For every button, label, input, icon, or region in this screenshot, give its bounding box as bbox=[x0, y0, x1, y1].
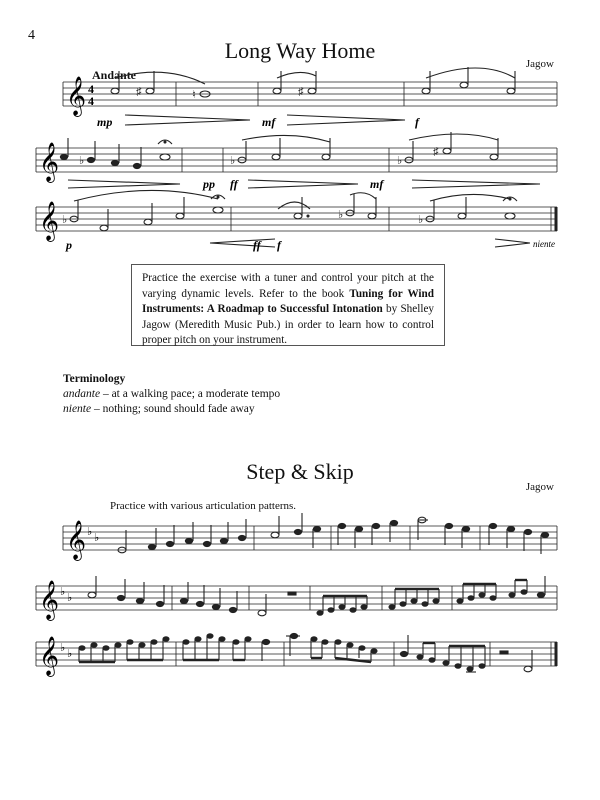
svg-text:♭: ♭ bbox=[230, 155, 236, 167]
svg-text:♯: ♯ bbox=[136, 86, 142, 98]
treble-clef-icon: 𝄞 bbox=[66, 520, 87, 560]
staff-line-3 bbox=[0, 201, 600, 255]
composer-name: Jagow bbox=[525, 481, 554, 493]
dynamic-mf: mf bbox=[262, 115, 276, 129]
whole-rest-icon bbox=[288, 592, 296, 595]
treble-clef-icon: 𝄞 bbox=[39, 201, 60, 241]
time-signature-top: 4 bbox=[88, 82, 94, 96]
dynamic-ff: ff bbox=[230, 177, 238, 191]
dynamic-f: f bbox=[415, 115, 419, 129]
flat-icon: ♭ bbox=[67, 648, 73, 660]
terminology-entry bbox=[63, 387, 280, 402]
tempo-marking: Andante bbox=[92, 68, 137, 82]
svg-text:♮: ♮ bbox=[192, 89, 196, 101]
staff-line-2 bbox=[0, 142, 600, 196]
treble-clef-icon: 𝄞 bbox=[39, 636, 60, 676]
dynamic-pp: pp bbox=[203, 177, 215, 191]
eighth-note-runs bbox=[317, 576, 545, 615]
term-definition: – nothing; sound should fade away bbox=[91, 403, 255, 415]
flat-icon: ♭ bbox=[94, 532, 100, 544]
book-title: Tuning for Wind Instruments: A Roadmap to Successful Intonation bbox=[142, 287, 434, 315]
flat-icon: ♭ bbox=[87, 526, 93, 538]
dynamic-f: f bbox=[277, 238, 281, 252]
term: niente bbox=[63, 403, 92, 415]
staff-line-4 bbox=[0, 520, 600, 564]
page-number: 4 bbox=[28, 28, 35, 43]
terminology-entry bbox=[63, 402, 280, 417]
terminology-section bbox=[63, 372, 280, 417]
svg-text:♭: ♭ bbox=[62, 214, 68, 226]
svg-text:♭: ♭ bbox=[418, 214, 424, 226]
dynamic-mf: mf bbox=[370, 177, 384, 191]
flat-icon: ♭ bbox=[60, 642, 66, 654]
practice-instruction: Practice with various articulation patterns. bbox=[110, 500, 297, 512]
composer-name: Jagow bbox=[525, 58, 554, 70]
flat-icon: ♭ bbox=[60, 586, 66, 598]
piece-title-long-way-home: Long Way Home bbox=[224, 38, 376, 63]
staff-line-5 bbox=[0, 580, 600, 624]
piece-title-step-and-skip: Step & Skip bbox=[246, 459, 354, 484]
svg-text:♯: ♯ bbox=[298, 86, 304, 98]
notes-measures bbox=[111, 67, 515, 125]
staff-line-1 bbox=[0, 76, 600, 140]
dynamic-p: p bbox=[66, 238, 72, 252]
term-definition: – at a walking pace; a moderate tempo bbox=[100, 388, 281, 400]
staff-line-6 bbox=[0, 636, 600, 680]
svg-text:♭: ♭ bbox=[79, 155, 85, 167]
time-signature-bottom: 4 bbox=[88, 94, 94, 108]
treble-clef-icon: 𝄞 bbox=[39, 580, 60, 620]
info-text-before: Practice the exercise with a tuner and control your pitch at the varying dynamic levels. Refer to the book bbox=[142, 272, 434, 300]
dynamic-mp: mp bbox=[97, 115, 113, 129]
flat-icon: ♭ bbox=[67, 592, 73, 604]
info-box bbox=[131, 264, 445, 346]
svg-text:♯: ♯ bbox=[433, 146, 439, 158]
treble-clef-icon: 𝄞 bbox=[39, 142, 60, 182]
dynamic-ff: ff bbox=[253, 238, 261, 252]
treble-clef-icon: 𝄞 bbox=[66, 76, 87, 116]
svg-text:♭: ♭ bbox=[338, 209, 344, 221]
dynamic-niente: niente bbox=[533, 239, 555, 249]
term: andante bbox=[63, 388, 101, 400]
notes-measures bbox=[118, 513, 549, 554]
info-text-after: by Shelley Jagow (Meredith Music Pub.) in order to learn how to control proper pitch on your instrument. bbox=[142, 303, 435, 346]
svg-text:♭: ♭ bbox=[397, 155, 403, 167]
terminology-heading: Terminology bbox=[63, 373, 126, 385]
